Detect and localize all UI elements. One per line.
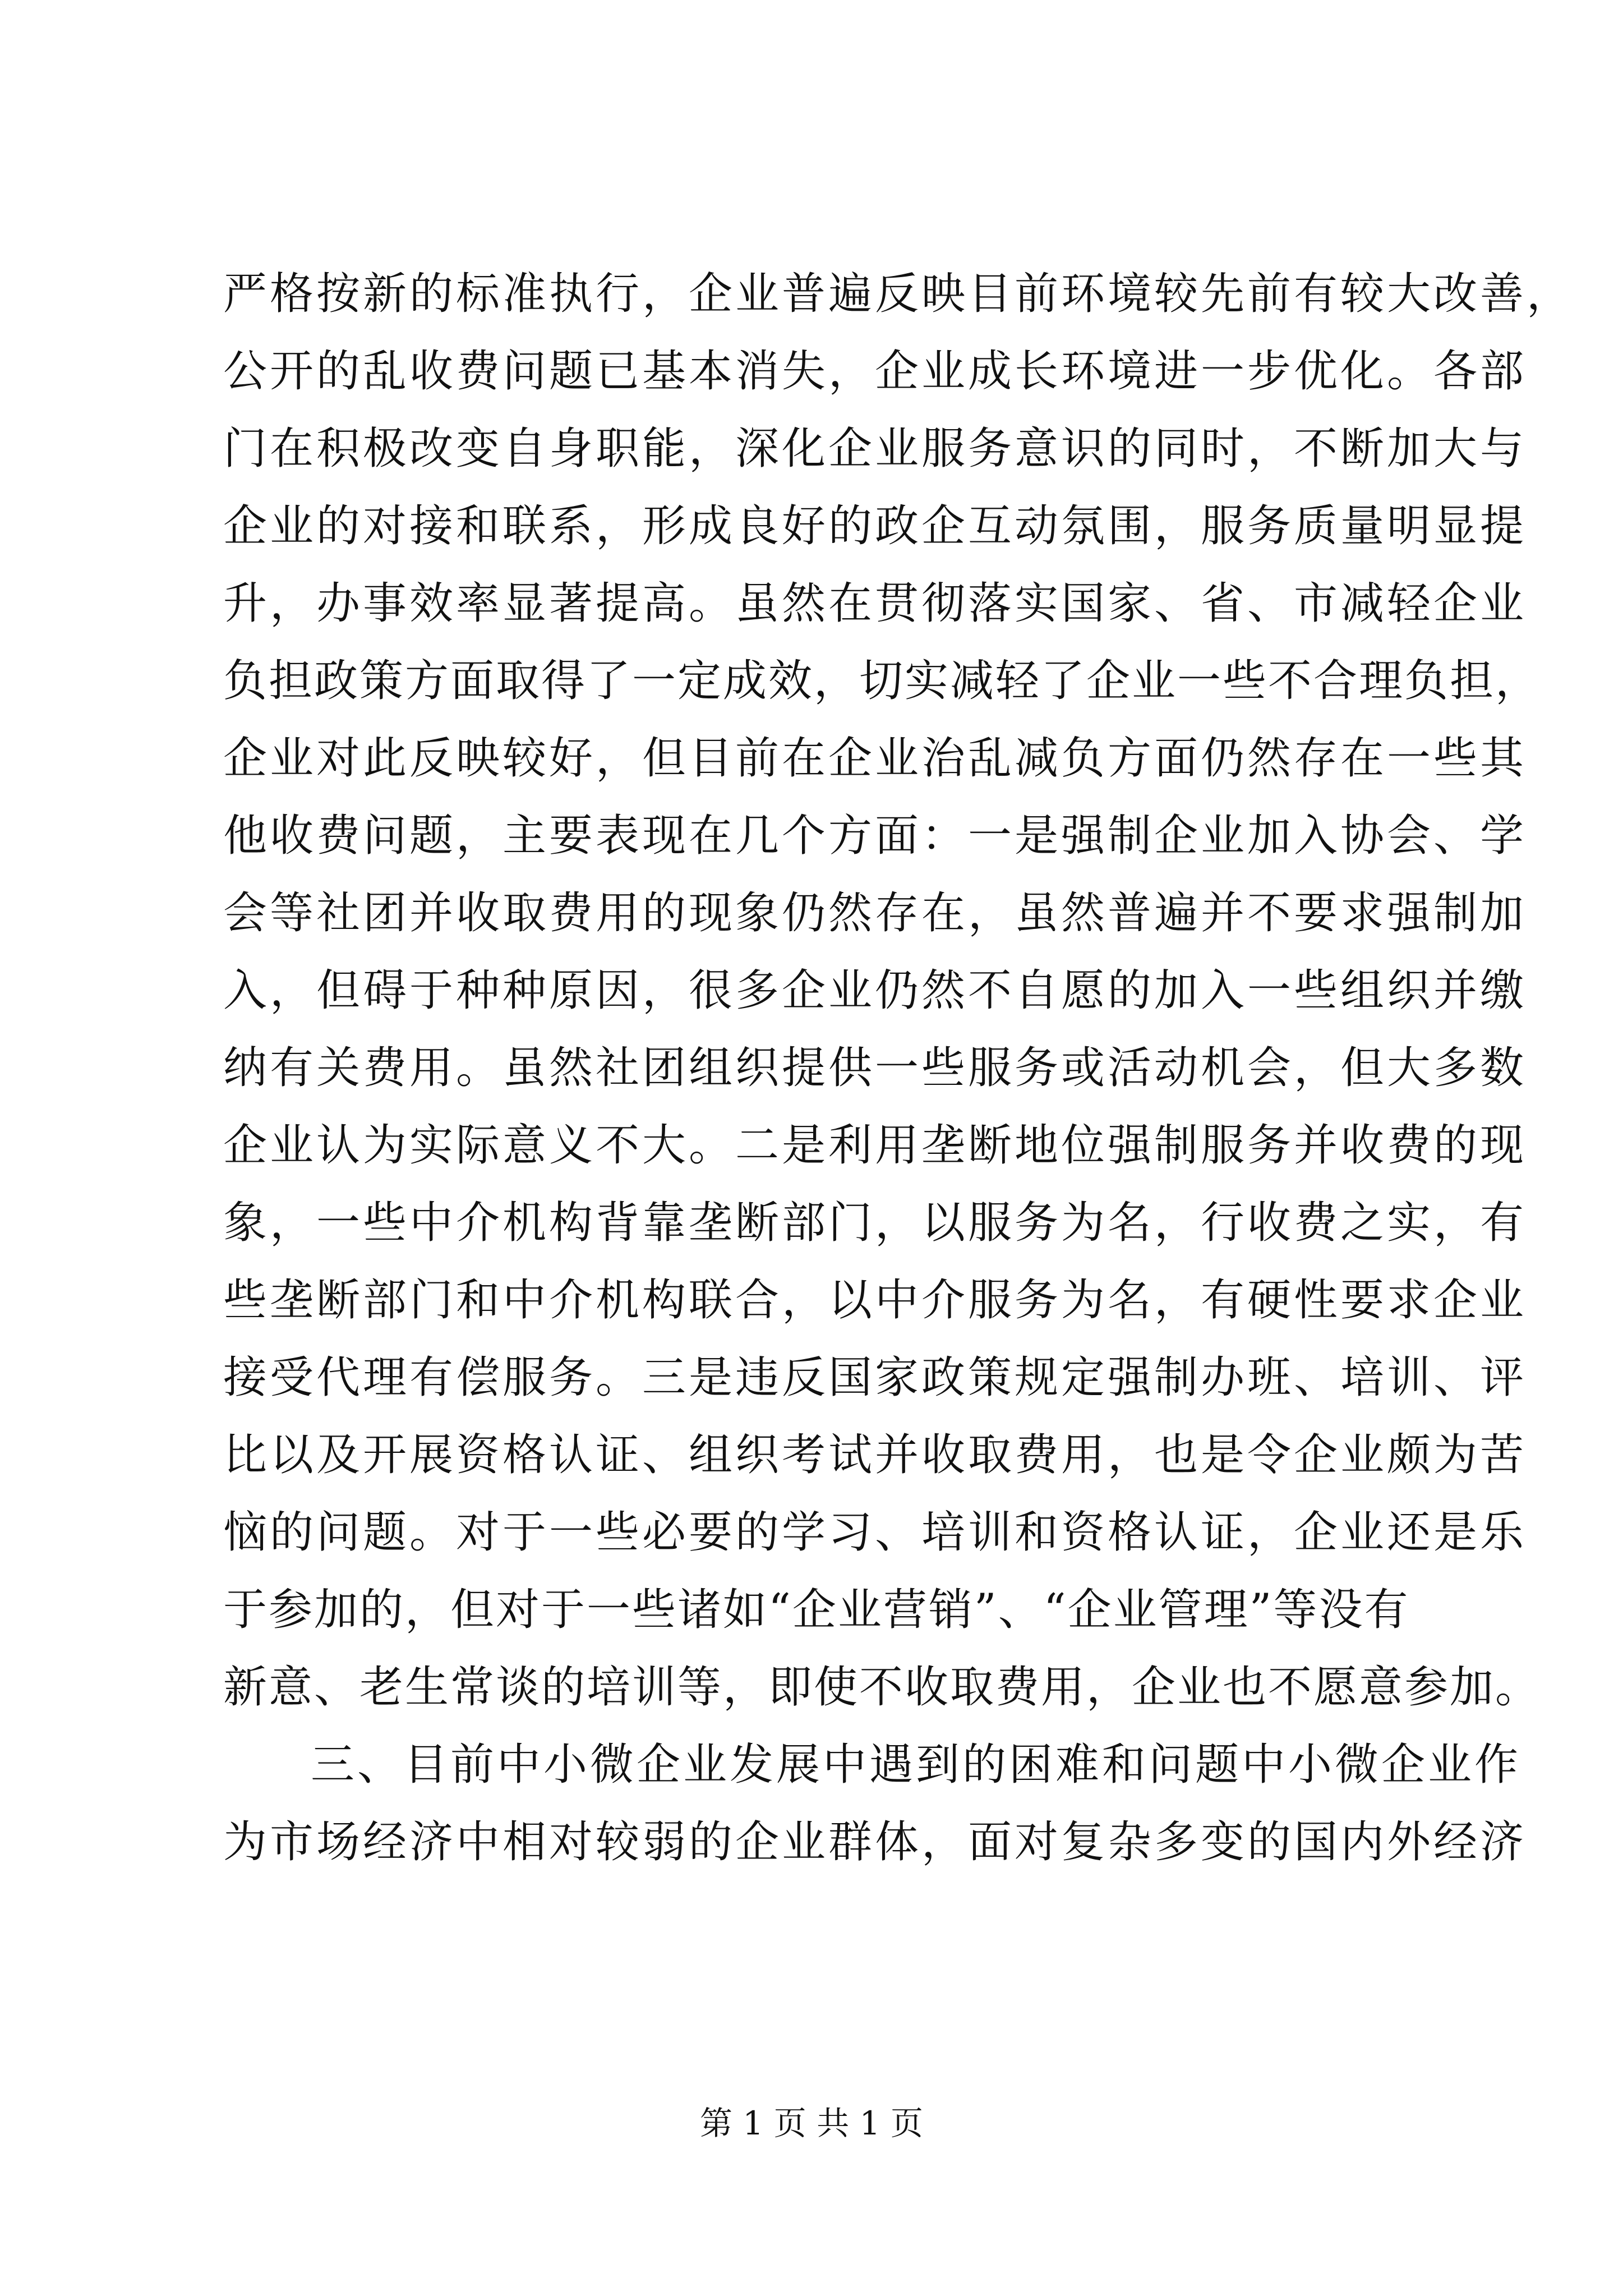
- text-line: 严格按新的标准执行，企业普遍反映目前环境较先前有较大改善，: [223, 269, 1574, 319]
- text-line: 比以及开展资格认证、组织考试并收取费用，也是令企业颇为苦: [223, 1430, 1527, 1480]
- section-heading-line: 三、目前中小微企业发展中遇到的困难和问题中小微企业作: [311, 1740, 1521, 1790]
- text-line: 纳有关费用。虽然社团组织提供一些服务或活动机会，但大多数: [223, 1043, 1527, 1093]
- text-line: 接受代理有偿服务。三是违反国家政策规定强制办班、培训、评: [223, 1352, 1527, 1403]
- body-text: [223, 255, 1574, 1881]
- text-line: 于参加的，但对于一些诸如“企业营销”、“企业管理”等没有: [223, 1585, 1410, 1635]
- text-line: 为市场经济中相对较弱的企业群体，面对复杂多变的国内外经济: [223, 1817, 1527, 1867]
- text-line: 些垄断部门和中介机构联合，以中介服务为名，有硬性要求企业: [223, 1275, 1527, 1326]
- text-line: 他收费问题，主要表现在几个方面：一是强制企业加入协会、学: [223, 811, 1527, 861]
- text-line: 升，办事效率显著提高。虽然在贯彻落实国家、省、市减轻企业: [223, 578, 1527, 629]
- text-line: 新意、老生常谈的培训等，即使不收取费用，企业也不愿意参加。: [223, 1662, 1541, 1713]
- text-line: 门在积极改变自身职能，深化企业服务意识的同时，不断加大与: [223, 424, 1527, 474]
- page-footer: 第 1 页 共 1 页: [700, 2104, 923, 2142]
- text-line: 公开的乱收费问题已基本消失，企业成长环境进一步优化。各部: [223, 346, 1527, 397]
- text-line: 会等社团并收取费用的现象仍然存在，虽然普遍并不要求强制加: [223, 888, 1527, 938]
- text-line: 负担政策方面取得了一定成效，切实减轻了企业一些不合理负担，: [223, 656, 1541, 706]
- text-line: 入，但碍于种种原因，很多企业仍然不自愿的加入一些组织并缴: [223, 965, 1527, 1016]
- text-line: 象，一些中介机构背靠垄断部门，以服务为名，行收费之实，有: [223, 1198, 1527, 1248]
- text-line: 企业的对接和联系，形成良好的政企互动氛围，服务质量明显提: [223, 501, 1527, 551]
- text-line: 企业认为实际意义不大。二是利用垄断地位强制服务并收费的现: [223, 1120, 1527, 1171]
- text-line: 恼的问题。对于一些必要的学习、培训和资格认证，企业还是乐: [223, 1507, 1527, 1558]
- text-line: 企业对此反映较好，但目前在企业治乱减负方面仍然存在一些其: [223, 733, 1527, 784]
